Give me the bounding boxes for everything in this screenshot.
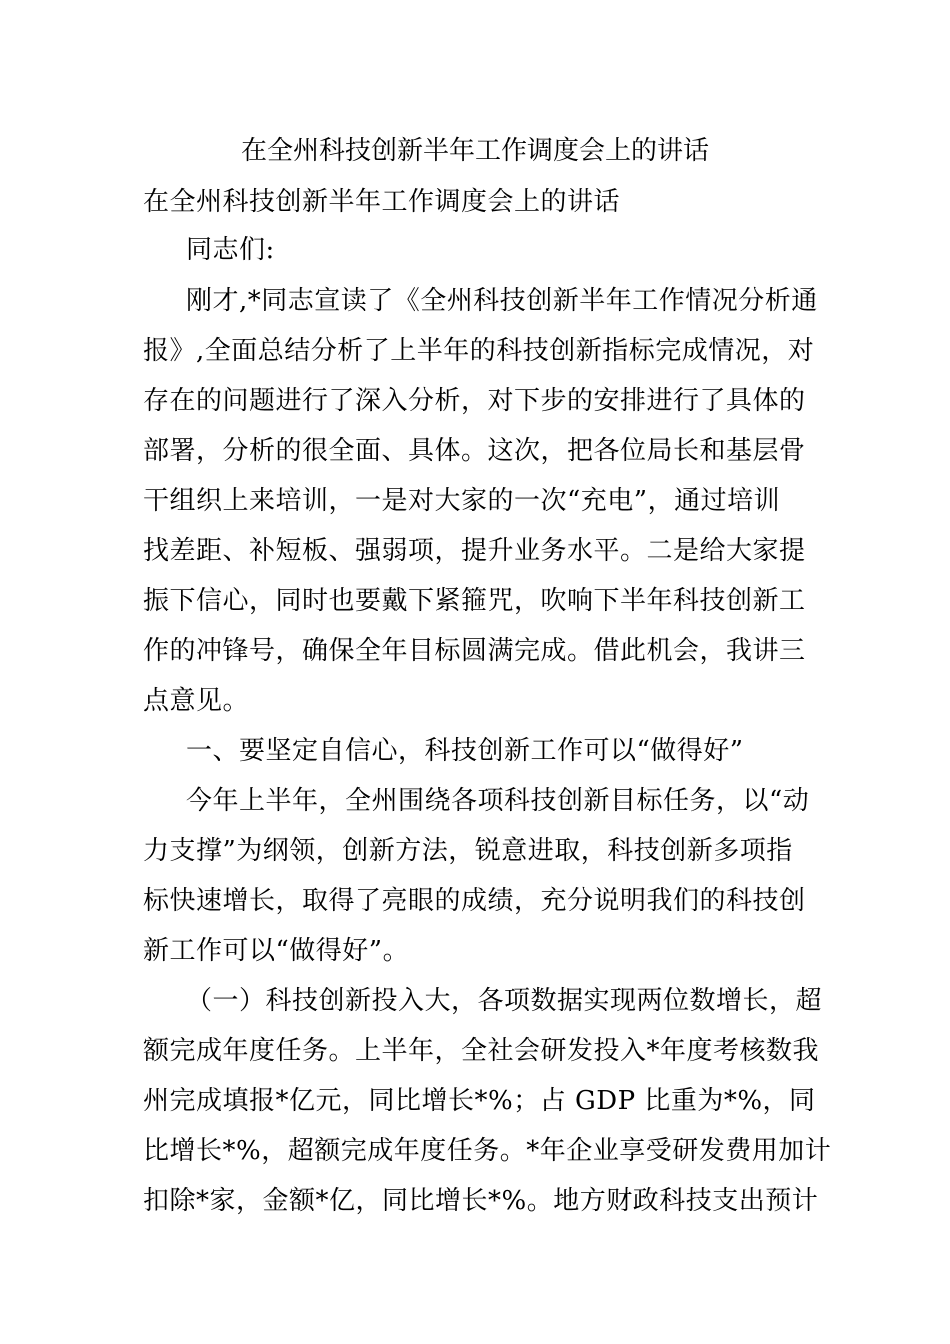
- document-subtitle: 在全州科技创新半年工作调度会上的讲话: [143, 187, 621, 217]
- paragraph-line: 比增长*%，超额完成年度任务。*年企业享受研发费用加计: [143, 1136, 832, 1166]
- paragraph-line: 额完成年度任务。上半年，全社会研发投入*年度考核数我: [143, 1036, 820, 1066]
- paragraph-line: 扣除*家，金额*亿，同比增长*%。地方财政科技支出预计: [143, 1186, 819, 1216]
- paragraph-line: 力支撑”为纲领，创新方法，锐意进取，科技创新多项指: [143, 836, 793, 866]
- subsection-line: （一）科技创新投入大，各项数据实现两位数增长，超: [186, 986, 823, 1016]
- paragraph-line: 作的冲锋号，确保全年目标圆满完成。借此机会，我讲三: [143, 636, 806, 666]
- paragraph-line: 找差距、补短板、强弱项，提升业务水平。二是给大家提: [143, 536, 806, 566]
- paragraph-line: 点意见。: [143, 686, 250, 716]
- paragraph-line: 干组织上来培训，一是对大家的一次“充电”，通过培训: [143, 486, 781, 516]
- paragraph-line: 刚才,*同志宣读了《全州科技创新半年工作情况分析通: [186, 286, 818, 316]
- salutation: 同志们:: [186, 235, 275, 265]
- paragraph-line: 报》,全面总结分析了上半年的科技创新指标完成情况，对: [143, 336, 815, 366]
- paragraph-line: 存在的问题进行了深入分析，对下步的安排进行了具体的: [143, 386, 806, 416]
- paragraph-line: 部署，分析的很全面、具体。这次，把各位局长和基层骨: [143, 436, 806, 466]
- document-title: 在全州科技创新半年工作调度会上的讲话: [240, 136, 709, 166]
- section-heading: 一、要坚定自信心，科技创新工作可以“做得好”: [186, 736, 744, 766]
- paragraph-line: 新工作可以“做得好”。: [143, 936, 410, 966]
- paragraph-line: 今年上半年，全州围绕各项科技创新目标任务，以“动: [186, 786, 810, 816]
- paragraph-line: 州完成填报*亿元，同比增长*%；占 GDP 比重为*%，同: [143, 1086, 816, 1116]
- paragraph-line: 标快速增长，取得了亮眼的成绩，充分说明我们的科技创: [143, 886, 806, 916]
- paragraph-line: 振下信心，同时也要戴下紧箍咒，吹响下半年科技创新工: [143, 586, 806, 616]
